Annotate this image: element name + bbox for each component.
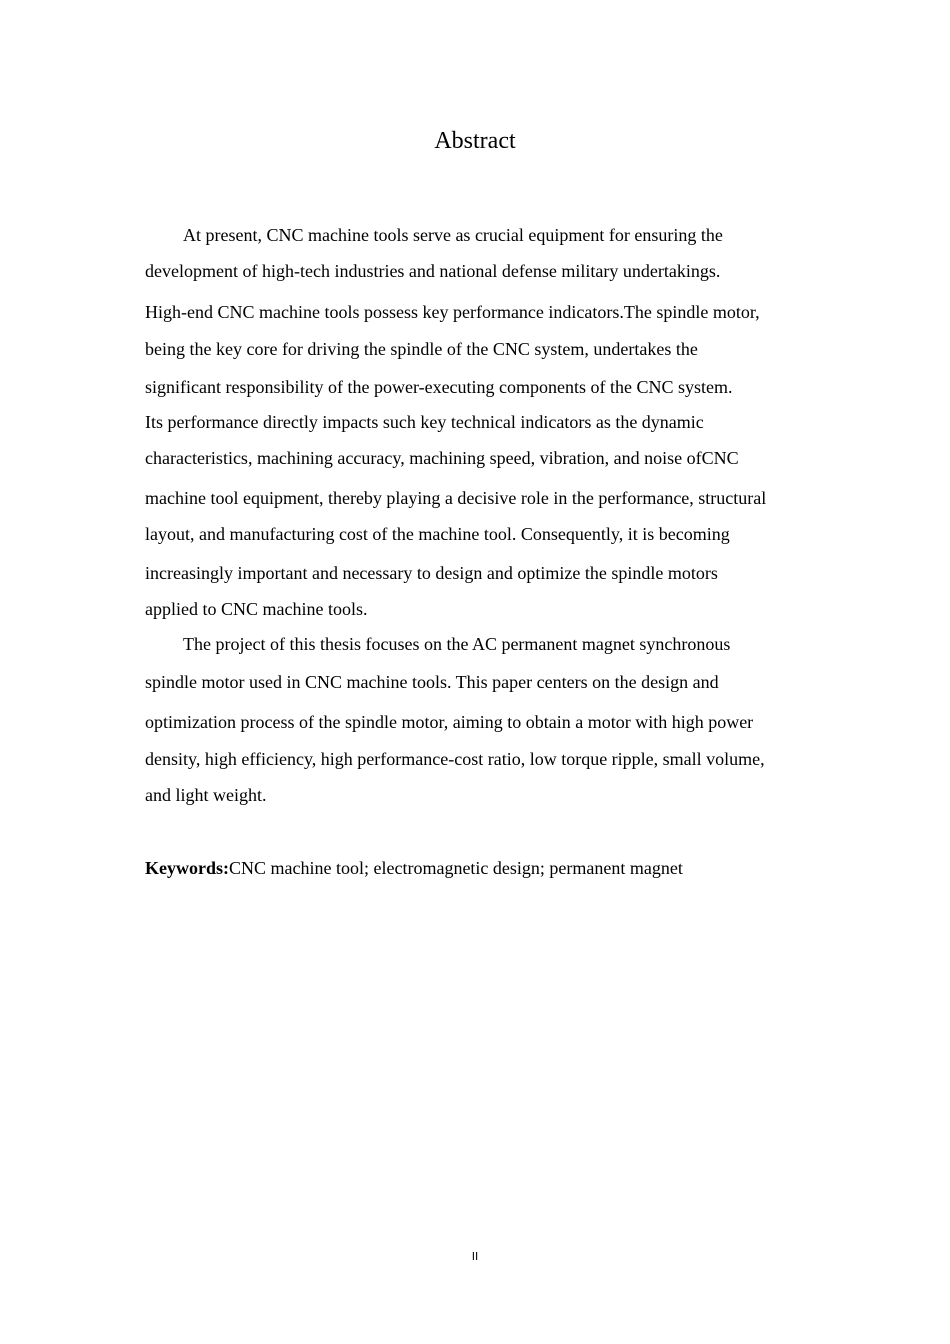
paragraph-1-line-2: development of high-tech industries and national defense military undertakings. <box>145 261 721 281</box>
keywords-line <box>145 857 683 879</box>
paragraph-1-line-8: machine tool equipment, thereby playing a decisive role in the performance, structural <box>145 488 767 508</box>
paragraph-1-line-9: layout, and manufacturing cost of the machine tool. Consequently, it is becoming <box>145 524 730 544</box>
paragraph-2-line-5: and light weight. <box>145 785 267 805</box>
paragraph-1-line-11: applied to CNC machine tools. <box>145 599 368 619</box>
paragraph-2-line-4: density, high efficiency, high performance-cost ratio, low torque ripple, small volume, <box>145 749 765 769</box>
paragraph-2-line-1: The project of this thesis focuses on the AC permanent magnet synchronous <box>183 634 731 654</box>
paragraph-2-line-2: spindle motor used in CNC machine tools. This paper centers on the design and <box>145 672 719 692</box>
paragraph-1-line-3: High-end CNC machine tools possess key performance indicators.The spindle motor, <box>145 302 760 322</box>
paragraph-2-line-3: optimization process of the spindle motor, aiming to obtain a motor with high power <box>145 712 754 732</box>
paragraph-1-line-10: increasingly important and necessary to design and optimize the spindle motors <box>145 563 718 583</box>
page-number: II <box>471 1250 479 1263</box>
paragraph-1-line-5: significant responsibility of the power-executing components of the CNC system. <box>145 377 733 397</box>
paragraph-1-line-7: characteristics, machining accuracy, machining speed, vibration, and noise ofCNC <box>145 448 739 468</box>
paragraph-1-line-1: At present, CNC machine tools serve as crucial equipment for ensuring the <box>183 225 723 245</box>
page-title: Abstract <box>434 128 516 154</box>
keywords-label: Keywords: <box>145 858 229 878</box>
paragraph-1-line-4: being the key core for driving the spindle of the CNC system, undertakes the <box>145 339 698 359</box>
paragraph-1-line-6: Its performance directly impacts such key technical indicators as the dynamic <box>145 412 704 432</box>
keywords-text: CNC machine tool; electromagnetic design; permanent magnet <box>229 858 683 878</box>
